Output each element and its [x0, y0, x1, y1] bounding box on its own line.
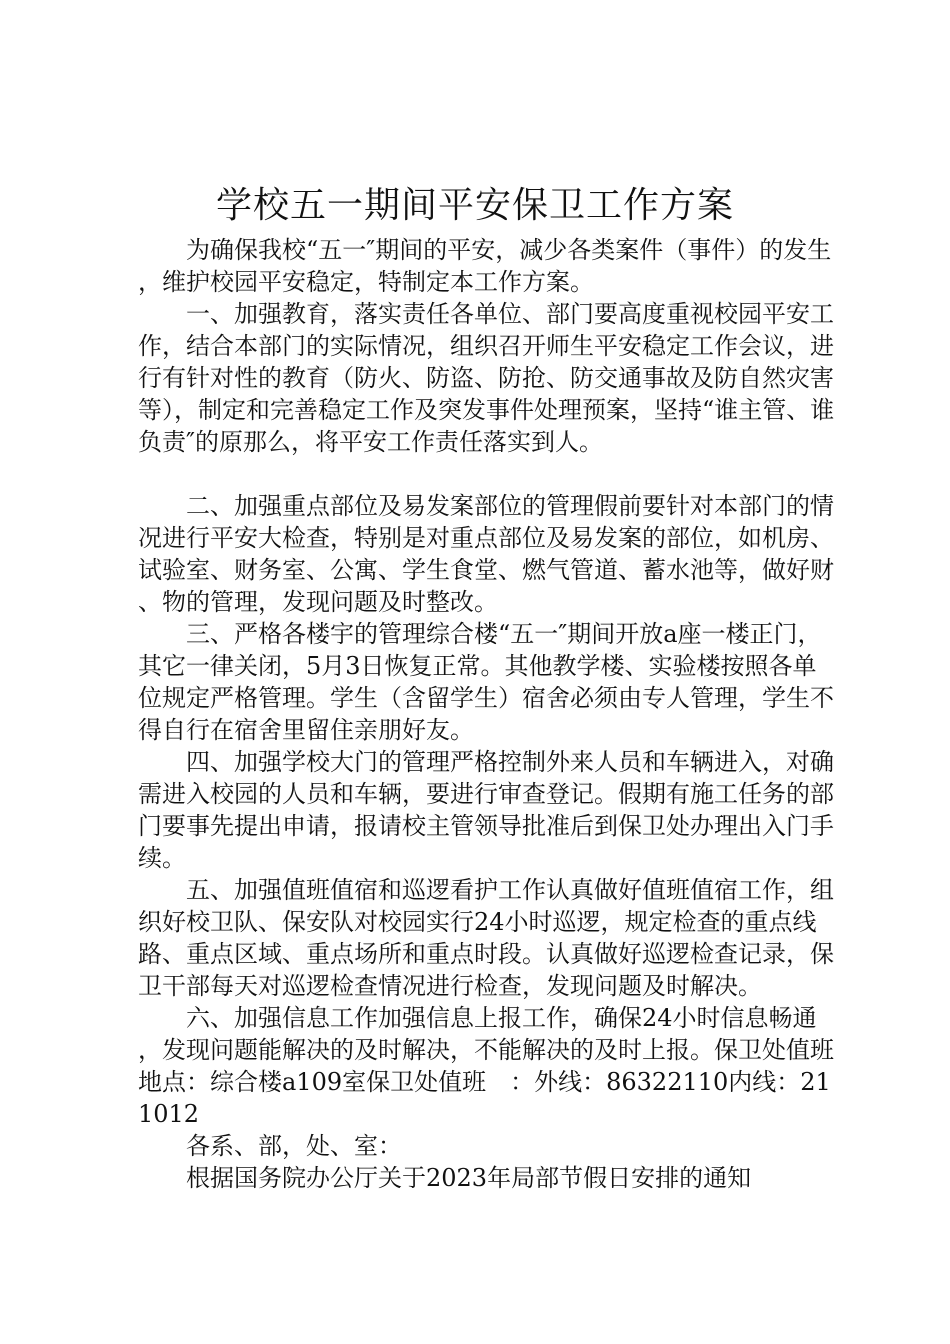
paragraph-intro: 为确保我校“五一″期间的平安，减少各类案件（事件）的发生，维护校园平安稳定，特制定本工作方案。	[138, 236, 832, 296]
paragraph-salutation: 各系、部，处、室：	[186, 1132, 402, 1160]
paragraph-section-6: 六、加强信息工作加强信息上报工作，确保24小时信息畅通，发现问题能解决的及时解决，不能解决的及时上报。保卫处值班地点：综合楼a109室保卫处值班 ：外线：86322110内线：211012	[138, 1004, 834, 1128]
document-title: 学校五一期间平安保卫工作方案	[215, 185, 734, 226]
paragraph-section-4: 四、加强学校大门的管理严格控制外来人员和车辆进入，对确需进入校园的人员和车辆，要进行审查登记。假期有施工任务的部门要事先提出申请，报请校主管领导批准后到保卫处办理出入门手续。	[138, 748, 834, 872]
paragraph-section-3: 三、严格各楼宇的管理综合楼“五一″期间开放a座一楼正门，其它一律关闭，5月3日恢复正常。其他教学楼、实验楼按照各单位规定严格管理。学生（含留学生）宿舍必须由专人管理，学生不得自行在宿舍里留住亲朋好友。	[138, 620, 834, 744]
paragraph-section-5: 五、加强值班值宿和巡逻看护工作认真做好值班值宿工作，组织好校卫队、保安队对校园实行24小时巡逻，规定检查的重点线路、重点区域、重点场所和重点时段。认真做好巡逻检查记录，保卫干部每天对巡逻检查情况进行检查，发现问题及时解决。	[138, 876, 834, 1000]
paragraph-section-2: 二、加强重点部位及易发案部位的管理假前要针对本部门的情况进行平安大检查，特别是对重点部位及易发案的部位，如机房、试验室、财务室、公寓、学生食堂、燃气管道、蓄水池等，做好财、物的管理，发现问题及时整改。	[138, 492, 834, 616]
paragraph-section-1: 一、加强教育，落实责任各单位、部门要高度重视校园平安工作，结合本部门的实际情况，组织召开师生平安稳定工作会议，进行有针对性的教育（防火、防盗、防抢、防交通事故及防自然灾害等），制定和完善稳定工作及突发事件处理预案，坚持“谁主管、谁负责″的原那么，将平安工作责任落实到人。	[138, 300, 835, 456]
document-body	[138, 234, 838, 1194]
paragraph-notice-start: 根据国务院办公厅关于2023年局部节假日安排的通知	[186, 1164, 752, 1192]
